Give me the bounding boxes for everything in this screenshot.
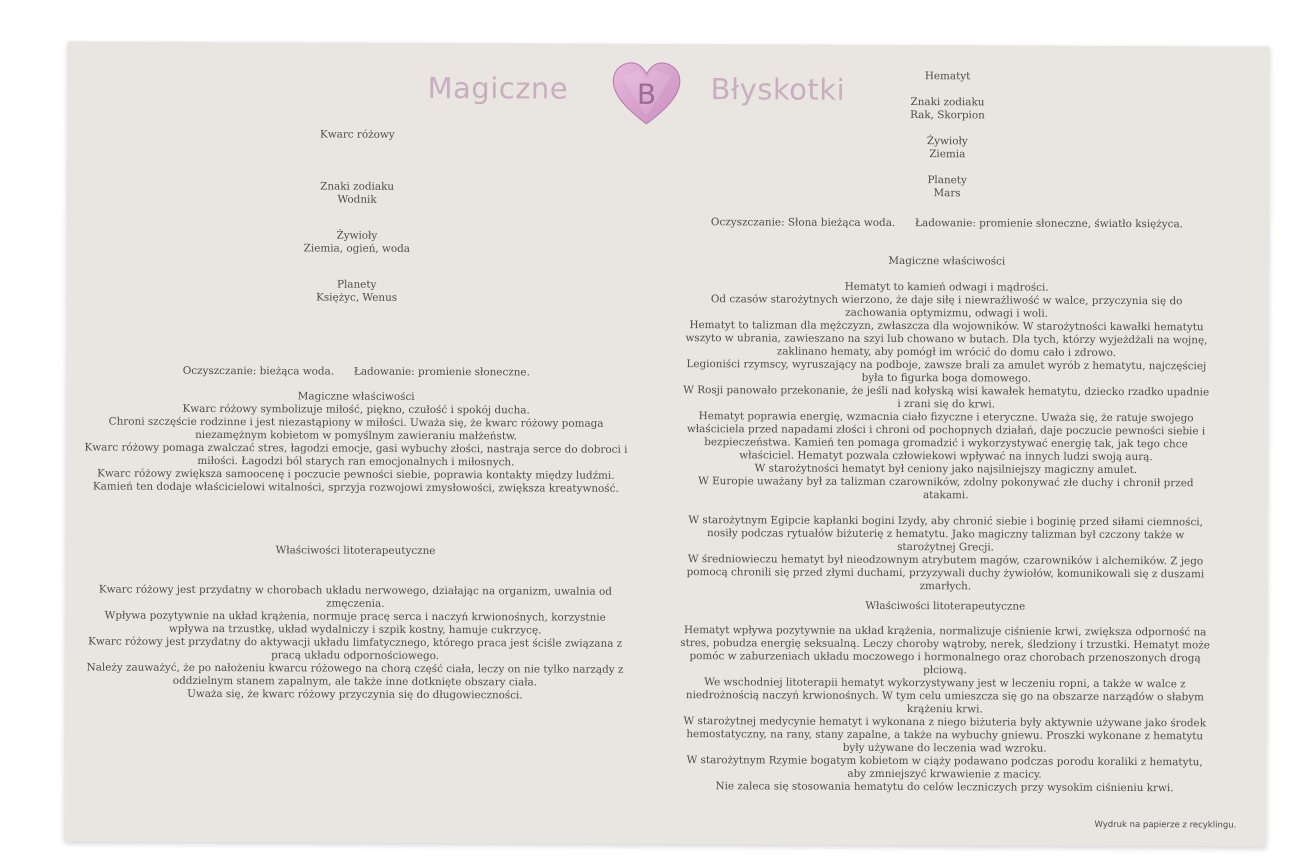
left-elements-value: Ziemia, ogień, woda <box>303 242 411 255</box>
logo-word-right: Błyskotki <box>710 72 846 107</box>
left-litho-line: Kwarc różowy jest przydatny do aktywacji układu limfatycznego, którego praca jest ściśle związana z <box>88 635 623 650</box>
right-magic-line: Hematyt poprawia energię, wzmacnia ciało fizyczne i eteryczne. Uważa się, że ratuje swojego <box>698 410 1194 425</box>
right-elements-value: Ziemia <box>929 148 966 161</box>
right-magic-line: W starożytności hematyt był ceniony jako najsilniejszy magiczny amulet. <box>754 462 1138 477</box>
right-magic-heading-wrap <box>647 254 1247 270</box>
right-charging: Ładowanie: promienie słoneczne, światło księżyca. <box>915 217 1184 231</box>
left-cleansing-row <box>66 364 646 380</box>
right-zodiac-label: Znaki zodiaku <box>910 96 985 109</box>
right-magic-line: Hematyt to kamień odwagi i mądrości. <box>844 280 1049 294</box>
right-magic-line: zaklinano hematy, aby pomógł im wrócić do domu cało i zdrowo. <box>776 345 1117 359</box>
right-magic-line: pomocą chronili się przed złymi duchami, przyzywali duchy żywiołów, komunikowali się z duszami <box>686 566 1205 581</box>
right-litho-line: Nie zaleca się stosowania hematytu do celów leczniczych przy wysokim ciśnieniu krwi. <box>715 780 1174 795</box>
right-litho-line: niedrożnością naczyń krwionośnych. W tym celu umieszcza się go na obszarze narządów o słabym <box>685 689 1204 704</box>
right-litho-line: stres, pobudza energię seksualną. Leczy choroby wątroby, nerek, śledziony i trzustki. Hematyt może <box>680 637 1210 652</box>
right-litho-heading-wrap <box>645 599 1245 615</box>
left-litho-line: Wpływa pozytywnie na układ krążenia, normuje pracę serca i naczyń krwionośnych, korzystnie <box>104 609 606 624</box>
right-litho-line: płciową. <box>923 664 967 677</box>
right-litho-line: były używane do leczenia wad wzroku. <box>842 741 1047 755</box>
left-charging: Ładowanie: promienie słoneczne. <box>353 365 530 379</box>
right-magic-line: W średniowieczu hematyt był nieodzownym atrybutem magów, czarowników i alchemików. Z jego <box>687 553 1204 568</box>
right-magic-line: Od czasów starożytnych wierzono, że daje siłę i niewrażliwość w walce, przyczynia się do <box>710 293 1183 308</box>
right-magic-line: nosiły podczas rytuałów biżuterię z hematytu. Jako magiczny talizman był czczony także w <box>706 527 1185 542</box>
right-magic-line: wszyto w ubrania, zawieszano na szyi lub chowano w butach. Dla tych, którzy wyjeżdżali na wojnę, <box>685 332 1208 347</box>
left-litho-line: Kwarc różowy jest przydatny w chorobach układu nerwowego, działając na organizm, uwalnia od <box>98 583 612 598</box>
left-header <box>67 127 648 306</box>
left-magic-section <box>66 389 646 496</box>
right-litho-line: pomóc w zaburzeniach układu moczowego i hormonalnego oraz chorobach przenoszonych drogą <box>689 650 1201 665</box>
right-magic-line: W Rosji panowało przekonanie, że jeśli nad kołyską wisi kawałek hematytu, dziecko rzadko upadnie <box>683 384 1210 399</box>
right-magic-line: właściciela przed napadami złości i chroni od pochopnych działań, daje poczucie pewności siebie i <box>686 423 1206 438</box>
left-zodiac-value: Wodnik <box>337 193 377 206</box>
right-magic-line: zmarłych. <box>919 580 972 593</box>
right-litho-line: krążeniu krwi. <box>906 703 983 716</box>
left-magic-line: Kwarc różowy symbolizuje miłość, piękno, czułość i spokój ducha. <box>182 402 530 417</box>
right-litho-heading: Właściwości litoterapeutyczne <box>865 599 1026 613</box>
printed-sheet <box>64 41 1269 846</box>
left-litho-line: Należy zauważyć, że po nałożeniu kwarcu różowego na chorą część ciała, leczy on nie tylko narządy z <box>86 661 624 676</box>
right-zodiac-value: Rak, Skorpion <box>910 109 985 122</box>
left-magic-line: Chroni szczęście rodzinne i jest niezastąpiony w miłości. Uważa się, że kwarc różowy pomaga <box>108 415 604 430</box>
left-magic-line: miłości. Łagodzi ból starych ran emocjonalnych i miłosnych. <box>197 454 515 469</box>
right-magic-line: W Europie uważany był za talizman czarowników, zdolny pokonywać złe duchy i chronił przed <box>698 475 1194 490</box>
right-magic-line: W starożytnym Egipcie kapłanki bogini Izydy, aby chronić siebie i boginię przed siłami ciemności, <box>688 514 1203 529</box>
right-litho-line: W starożytnej medycynie hematyt i wykonana z niego biżuteria były aktywnie używane jako środek <box>683 715 1207 730</box>
left-litho-line: pracą układu odpornościowego. <box>271 649 440 663</box>
right-planets-label: Planety <box>927 174 967 187</box>
right-cleansing-row <box>647 216 1247 232</box>
right-magic-heading: Magiczne właściwości <box>888 254 1006 268</box>
right-cleansing: Oczyszczanie: Słona bieżąca woda. <box>710 216 896 229</box>
left-title: Kwarc różowy <box>319 128 395 141</box>
right-litho-line: We wschodniej litoterapii hematyt wykorzystywany jest w leczeniu ropni, a także w walce z <box>704 676 1186 691</box>
right-litho-section <box>644 624 1245 796</box>
right-header <box>647 69 1248 202</box>
right-magic-line: była to figurka boga domowego. <box>861 371 1031 385</box>
right-magic-line: zachowania optymizmu, odwagi i woli. <box>845 306 1048 320</box>
right-magic-section <box>645 280 1246 595</box>
logo-word-left: Magiczne <box>427 70 569 106</box>
right-magic-line: Legioniści rzymscy, wyruszający na podboje, zawsze brali za amulet wyrób z hematytu, najczęściej <box>686 358 1207 373</box>
left-planets-label: Planety <box>336 278 377 291</box>
left-elements-label: Żywioły <box>336 229 378 242</box>
right-litho-line: Hematyt wpływa pozytywnie na układ krążenia, normalizuje ciśnienie krwi, zwiększa odporność na <box>683 624 1207 639</box>
left-litho-section <box>65 583 646 703</box>
right-magic-line: właściciel. Hematyt pozwala człowiekowi wpływać na innych ludzi swoją aurą. <box>739 449 1153 464</box>
right-magic-line: Hematyt to talizman dla mężczyzn, zwłaszcza dla wojowników. W starożytności kawałki hematytu <box>689 319 1204 334</box>
right-magic-line: atakami. <box>922 489 969 502</box>
left-zodiac-label: Znaki zodiaku <box>320 180 395 193</box>
right-title: Hematyt <box>924 70 971 83</box>
left-magic-heading: Magiczne właściwości <box>297 390 415 403</box>
left-litho-heading-wrap <box>66 543 646 559</box>
left-magic-line: Kwarc różowy pomaga zwalczać stres, łagodzi emocje, gasi wybuchy złości, nastraja serce do dobroci i <box>84 441 628 456</box>
right-magic-line: bezpieczeństwa. Kamień ten pomaga gromadzić i wykorzystywać energię tak, jak tego chce <box>704 436 1188 451</box>
left-litho-line: zmęczenia. <box>326 597 385 610</box>
right-magic-line: i zrani się do krwi. <box>897 398 996 411</box>
left-magic-line: Kamień ten dodaje właścicielowi witalności, sprzyja rozwojowi zmysłowości, zwiększa kreatywność. <box>92 480 619 495</box>
left-litho-line: oddzielnym stanem zapalnym, ale także inne dotknięte obszary ciała. <box>172 674 538 689</box>
logo-letter: B <box>636 77 657 111</box>
right-magic-line: starożytnej Grecji. <box>897 541 995 554</box>
right-litho-line: W starożytnym Rzymie bogatym kobietom w ciąży podawano podczas porodu koraliki z hematytu, <box>686 754 1203 769</box>
left-planets-value: Księżyc, Wenus <box>316 291 398 304</box>
right-litho-line: aby zmniejszyć krwawienie z macicy. <box>847 767 1042 781</box>
left-cleansing: Oczyszczanie: bieżąca woda. <box>182 364 335 378</box>
left-litho-heading: Właściwości litoterapeutyczne <box>275 544 436 557</box>
right-elements-label: Żywioły <box>926 135 968 148</box>
left-magic-line: niezamężnym kobietom w pomyślnym zawieraniu małżeństw. <box>195 428 518 443</box>
left-litho-line: wpływa na trzustkę, układ wydalniczy i szpik kostny, hamuje cukrzycę. <box>168 622 542 637</box>
left-magic-line: Kwarc różowy zwiększa samoocenę i poczucie pewności siebie, poprawia kontakty między ludźmi. <box>97 467 615 482</box>
recycled-paper-note: Wydruk na papierze z recyklingu. <box>1094 819 1237 831</box>
left-litho-line: Uważa się, że kwarc różowy przyczynia się do długowieczności. <box>187 687 523 702</box>
right-planets-value: Mars <box>933 187 961 200</box>
right-litho-line: hemostatyczny, na rany, stany zapalne, a także na wybuchy gniewu. Proszki wykonane z hematytu <box>686 728 1204 743</box>
